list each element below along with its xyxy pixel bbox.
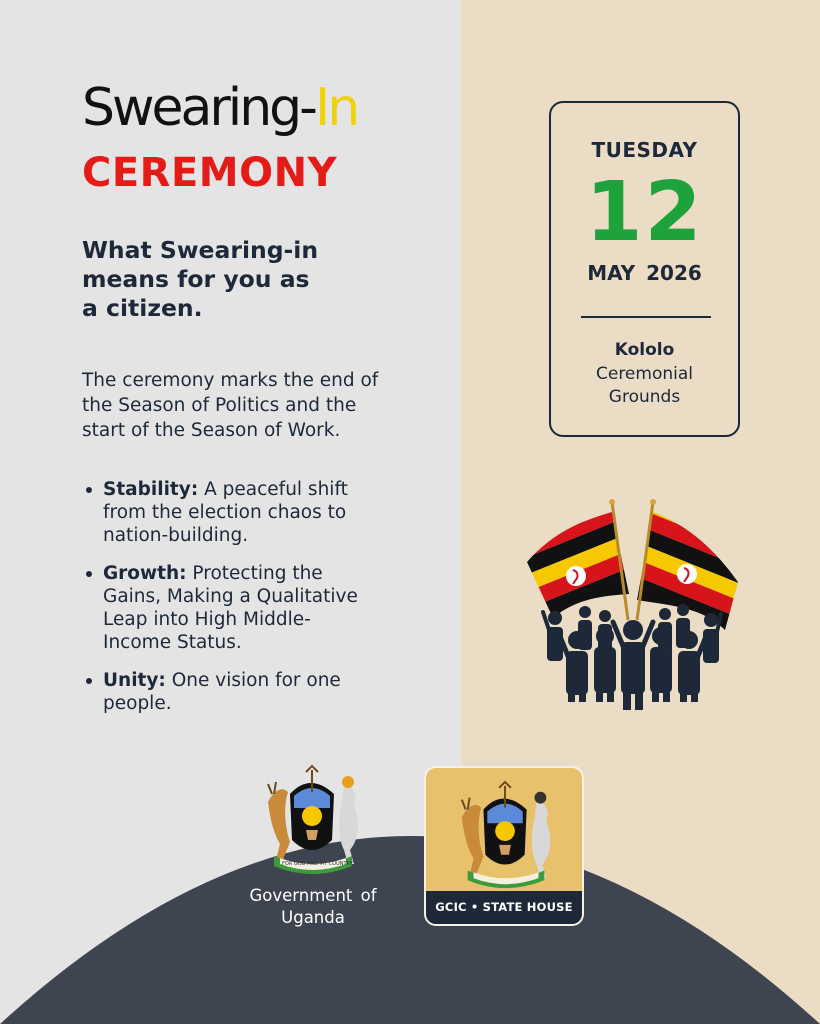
venue-name: Kololo	[614, 340, 675, 360]
government-label-line: Uganda	[281, 908, 345, 927]
bullet-text: Gains, Making a Qualitative	[103, 586, 358, 607]
subheading-line: means for you as	[82, 265, 310, 293]
coat-of-arms-icon	[448, 780, 564, 896]
bullet-text: from the election chaos to	[103, 502, 347, 523]
bullet-text: Income Status.	[103, 632, 242, 653]
bullet-text: Leap into High Middle-	[103, 609, 311, 630]
crowd-icon	[543, 604, 721, 710]
gcic-state-house-badge	[424, 766, 584, 926]
intro-line: start of the Season of Work.	[82, 420, 341, 441]
bullet-label: Growth:	[103, 563, 187, 584]
government-label-line: Government of	[249, 886, 377, 905]
bullet-text: nation-building.	[103, 525, 249, 546]
date-card	[549, 101, 740, 437]
bullet-text: Protecting the	[192, 563, 323, 584]
venue-line: Grounds	[608, 387, 681, 407]
list-item-growth	[82, 562, 442, 654]
coat-of-arms-icon	[254, 764, 372, 882]
bullet-label: Stability:	[103, 479, 199, 500]
badge-label: GCIC • STATE HOUSE	[426, 891, 582, 924]
subheading-line: What Swearing-in	[82, 236, 319, 264]
bullet-label: Unity:	[103, 670, 166, 691]
coat-motto: FOR GOD AND MY COUNTRY	[282, 861, 353, 867]
subheading-line: a citizen.	[82, 294, 203, 322]
date-card-divider	[581, 316, 711, 318]
government-label	[228, 885, 398, 929]
event-day-number: 12	[585, 165, 704, 260]
crowd-with-flags-illustration	[525, 490, 740, 715]
intro-paragraph	[82, 368, 442, 443]
title-part2-highlight: In	[314, 78, 358, 138]
event-weekday: TUESDAY	[591, 138, 698, 162]
list-item-unity	[82, 669, 442, 715]
title-part1: Swearing-	[82, 78, 315, 138]
venue-details	[551, 363, 738, 409]
page-title-line2: CEREMONY	[82, 150, 338, 196]
bullet-text: One vision for one	[171, 670, 341, 691]
bullet-text: A peaceful shift	[204, 479, 348, 500]
subheading	[82, 236, 382, 323]
footer-dome	[0, 828, 820, 1024]
event-month-year: MAY 2026	[587, 261, 702, 285]
benefits-list	[82, 478, 442, 730]
list-item-stability	[82, 478, 442, 547]
intro-line: the Season of Politics and the	[82, 395, 357, 416]
bullet-text: people.	[103, 693, 172, 714]
page-title	[82, 78, 357, 138]
intro-line: The ceremony marks the end of	[82, 370, 379, 391]
venue-line: Ceremonial	[595, 364, 693, 384]
